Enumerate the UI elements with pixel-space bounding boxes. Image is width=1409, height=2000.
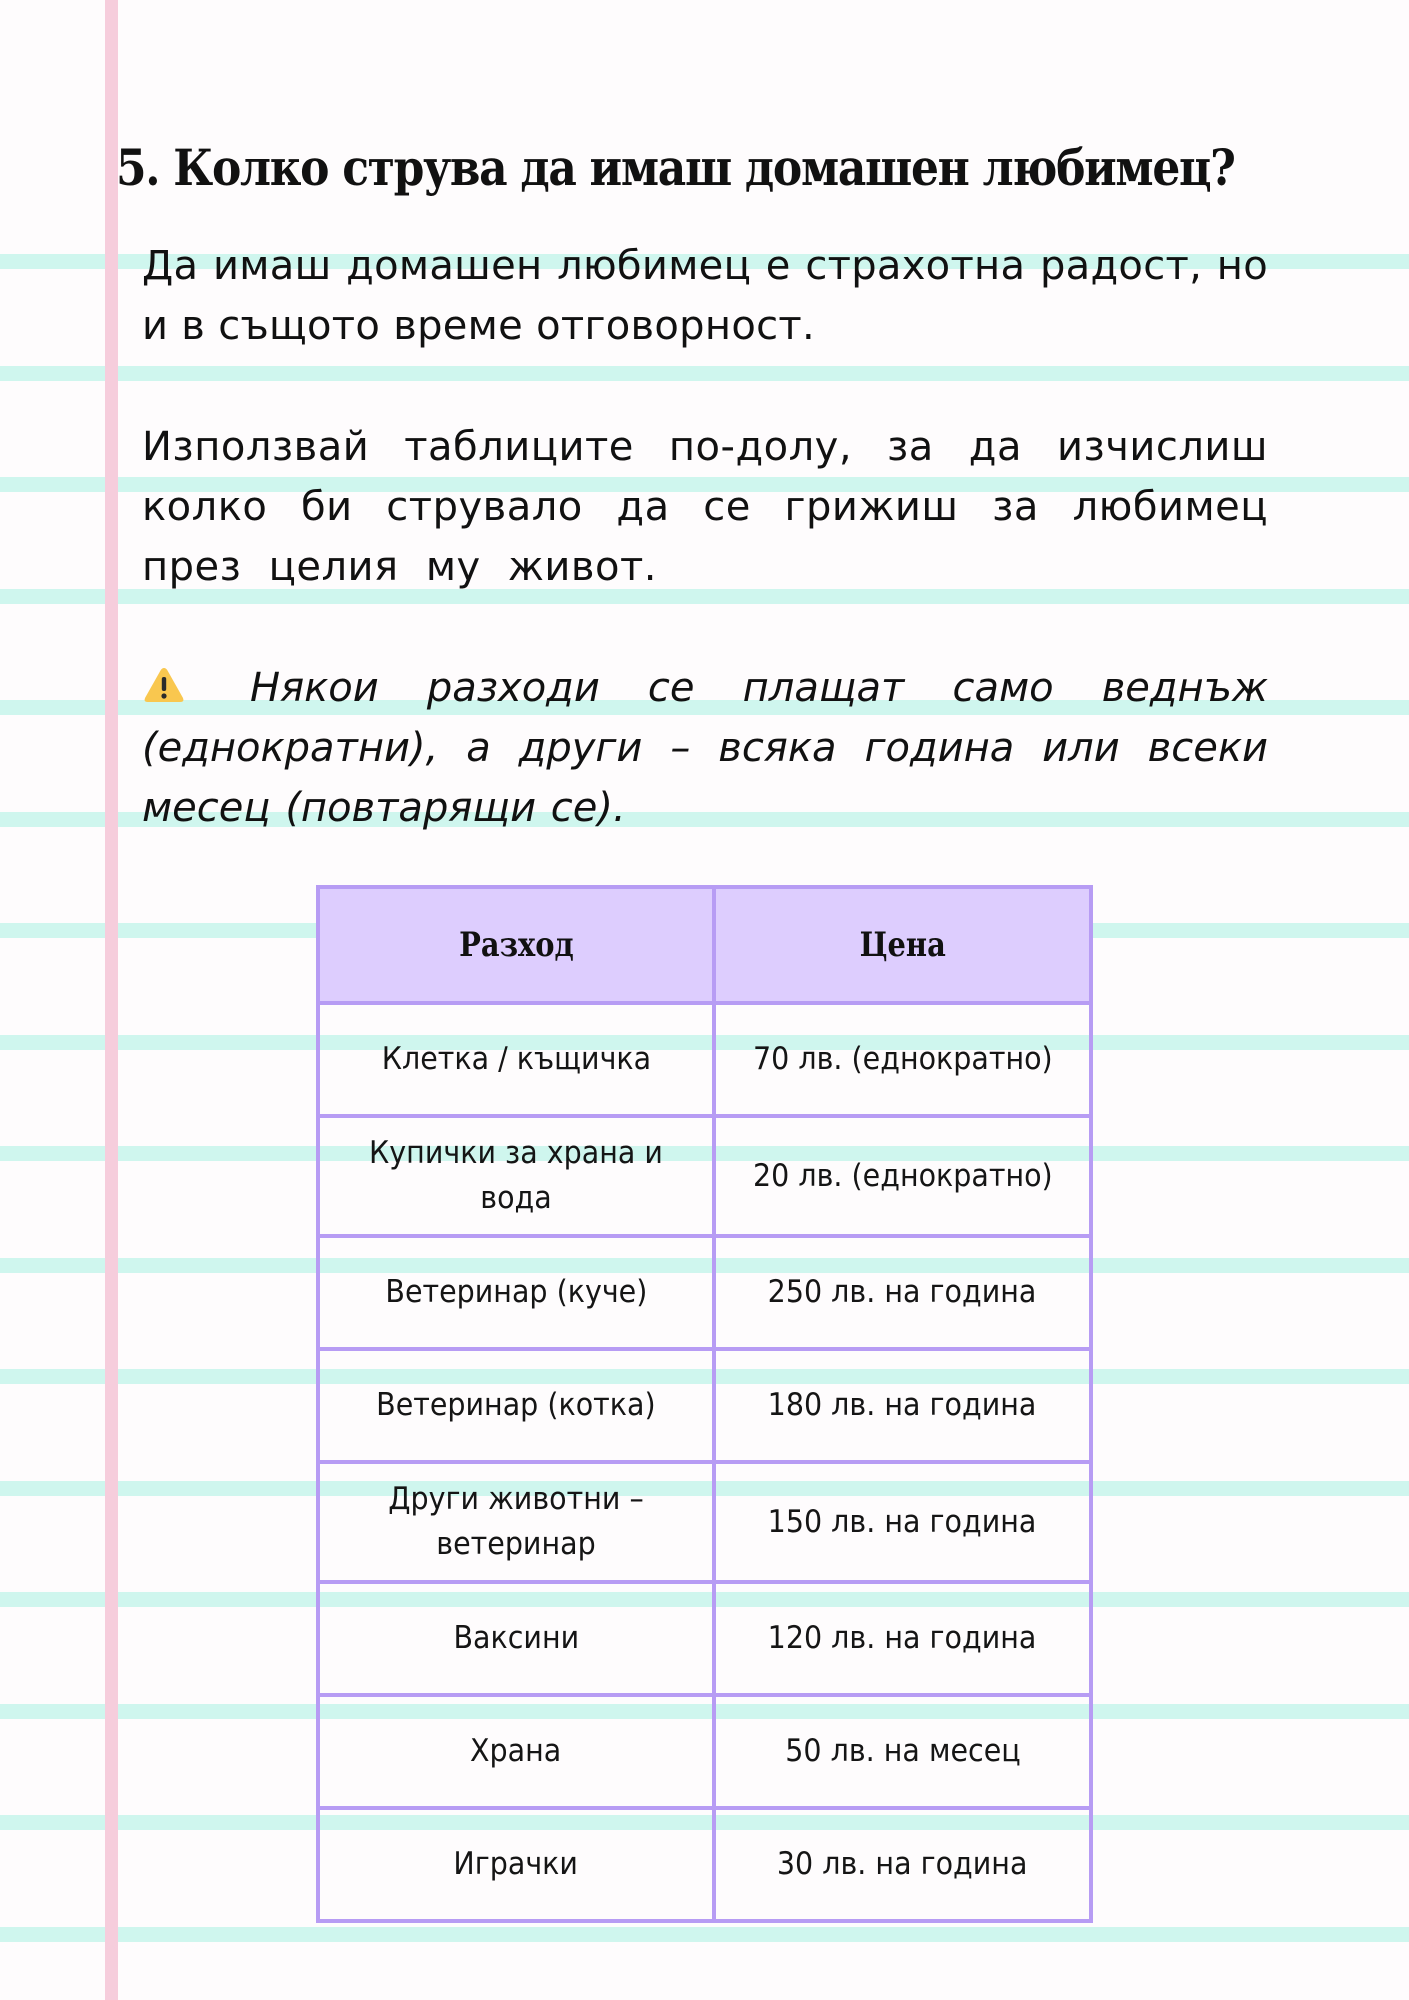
expense-cell: Играчки	[318, 1808, 714, 1921]
table-row	[318, 1003, 1091, 1116]
price-cell: 120 лв. на година	[714, 1582, 1091, 1695]
expense-cell: Купички за храна и вода	[318, 1116, 714, 1236]
warning-icon	[142, 662, 186, 702]
note-text: Някои разходи се плащат само веднъж (еднократни), а други – всяка година или всеки месец (повтарящи се).	[142, 665, 1268, 831]
table-row	[318, 1808, 1091, 1921]
table-row	[318, 1695, 1091, 1808]
intro-paragraph: Да имаш домашен любимец е страхотна радост, но и в същото време отговорност.	[142, 243, 1268, 349]
table-row	[318, 1349, 1091, 1462]
expense-cell: Клетка / къщичка	[318, 1003, 714, 1116]
table-row	[318, 1236, 1091, 1349]
expense-cell: Ветеринар (котка)	[318, 1349, 714, 1462]
expense-table	[316, 885, 1093, 1923]
price-cell: 30 лв. на година	[714, 1808, 1091, 1921]
expense-cell: Ваксини	[318, 1582, 714, 1695]
price-cell: 70 лв. (еднократно)	[714, 1003, 1091, 1116]
price-cell: 250 лв. на година	[714, 1236, 1091, 1349]
header-expense: Разход	[318, 887, 714, 1003]
table-row	[318, 1582, 1091, 1695]
price-cell: 50 лв. на месец	[714, 1695, 1091, 1808]
price-cell: 150 лв. на година	[714, 1462, 1091, 1582]
table-row	[318, 1116, 1091, 1236]
section-title: 5. Колко струва да имаш домашен любимец?	[116, 138, 1235, 197]
table-row	[318, 1462, 1091, 1582]
note-paragraph	[142, 658, 1268, 838]
price-cell: 180 лв. на година	[714, 1349, 1091, 1462]
instruction-paragraph: Използвай таблиците по-долу, за да изчислиш колко би струвало да се грижиш за любимец през целия му живот.	[142, 424, 1268, 590]
expense-cell: Други животни – ветеринар	[318, 1462, 714, 1582]
price-cell: 20 лв. (еднократно)	[714, 1116, 1091, 1236]
expense-cell: Ветеринар (куче)	[318, 1236, 714, 1349]
table-header-row	[318, 887, 1091, 1003]
header-price: Цена	[714, 887, 1091, 1003]
expense-cell: Храна	[318, 1695, 714, 1808]
